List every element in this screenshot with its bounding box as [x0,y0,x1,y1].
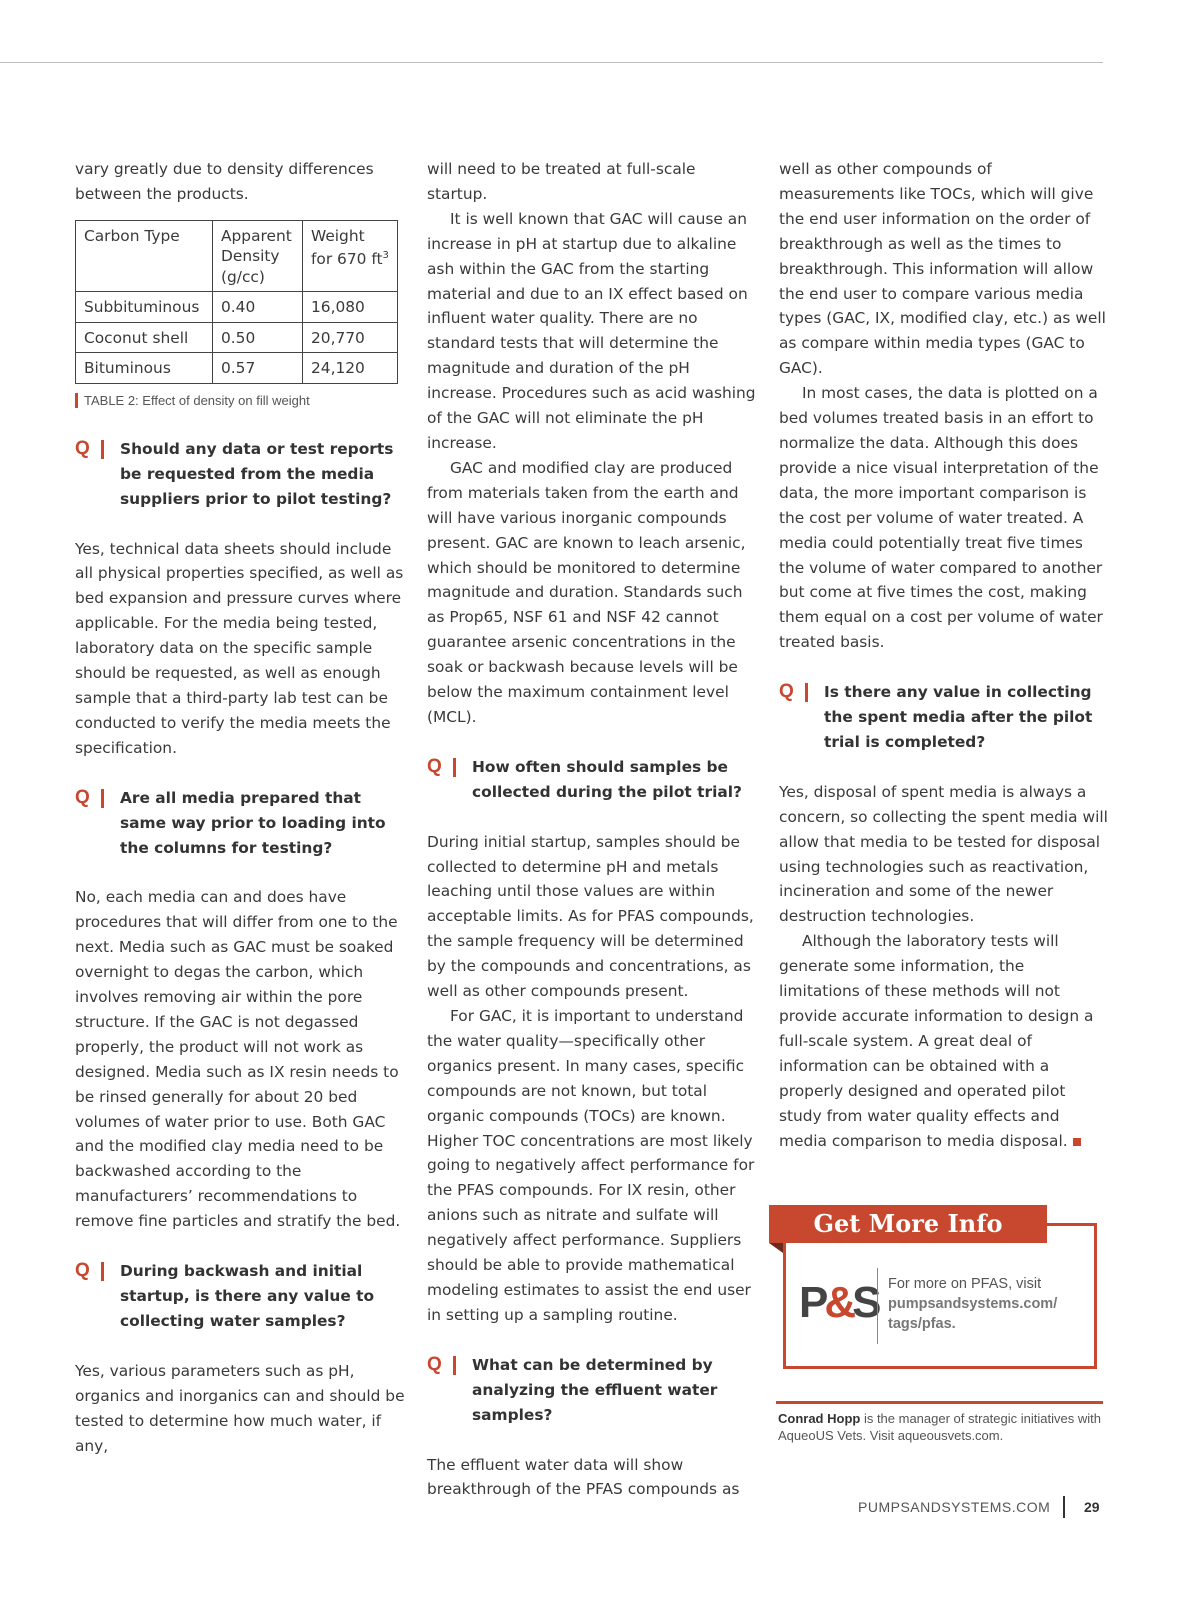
q-marker: Q [779,681,794,703]
answer-paragraph: Yes, technical data sheets should include all physical properties specified, as well as bed expansion and pressure curves where applicable. For the media being tested, laboratory data on the specific sample should be requested, as well as enough sample that a third-party lab test can be conducted to verify the media meets the specification. [75,539,404,757]
table-row [76,322,398,353]
answer-paragraph: The effluent water data will show breakthrough of the PFAS compounds as [427,1455,740,1499]
table-header-row [76,220,398,292]
closing-text: Although the laboratory tests will generate some information, the limitations of these methods will not provide accurate information to design a full-scale system. A great deal of information can be obtained with a properly designed and operated pilot study from water quality effects and media comparison to media disposal. [779,932,1094,1150]
ps-logo [799,1278,878,1328]
body-paragraph: will need to be treated at full-scale startup. [427,160,696,203]
body-paragraph: In most cases, the data is plotted on a bed volumes treated basis in an effort to normalize the data. Although this does provide a nice visual interpretation of the data, the more important comparison is the cost per volume of water treated. A media could potentially treat five times the volume of water compared to another but come at five times the cost, making them equal on a cost per volume of water treated basis. [779,384,1103,652]
question-heading [427,755,757,805]
pfas-link-line1[interactable]: pumpsandsystems.com/ [888,1296,1058,1312]
author-bio [778,1410,1108,1444]
answer-paragraph: Yes, disposal of spent media is always a concern, so collecting the spent media will allow that media to be tested for disposal using technologies such as reactivation, incineration and some of the newer destruction technologies. [779,782,1108,926]
info-lead: For more on PFAS, visit [888,1276,1042,1292]
question-heading [427,1353,757,1428]
info-tab-fold [769,1243,783,1253]
table-caption: TABLE 2: Effect of density on fill weight [75,393,405,408]
author-name: Conrad Hopp [778,1411,861,1426]
q-marker: Q [427,755,442,777]
table-row [76,292,398,323]
q-marker: Q [75,786,90,808]
question-text: Are all media prepared that same way prior to loading into the columns for testing? [120,788,386,857]
column-2 [427,157,757,1502]
author-description: is the manager of strategic initiatives with AqueoUS Vets. Visit aqueousvets.com. [778,1411,1101,1443]
logo-s: S [852,1278,878,1327]
info-text [888,1274,1057,1334]
question-text: Is there any value in collecting the spent media after the pilot trial is completed? [824,683,1093,751]
footer-site: PUMPSANDSYSTEMS.COM [858,1499,1051,1515]
page-number: 29 [1084,1499,1100,1515]
question-text: What can be determined by analyzing the effluent water samples? [472,1355,718,1424]
q-marker: Q [75,437,90,459]
answer-paragraph: During initial startup, samples should be collected to determine pH and metals leaching until those values are within acceptable limits. As for PFAS compounds, the sample frequency will be determined by the compounds and concentrations, as well as other compounds present. [427,832,754,1001]
logo-p: P [799,1278,825,1327]
weight-header-text: Weight for 670 ft [311,226,383,269]
table-header: Carbon Type [76,220,213,292]
question-heading [75,437,405,512]
density-table [75,220,398,384]
question-heading [779,680,1109,755]
table-row [76,353,398,384]
table-cell: Bituminous [76,353,213,384]
logo-ampersand: & [824,1278,853,1327]
pfas-link-line2[interactable]: tags/pfas. [888,1316,956,1332]
table-cell: 24,120 [303,353,398,384]
body-paragraph: It is well known that GAC will cause an increase in pH at startup due to alkaline ash within the GAC from the starting material and due to an IX effect based on influent water quality. There are no standard tests that will determine the magnitude and duration of the pH increase. Procedures such as acid washing of the GAC will not eliminate the pH increase. [427,209,756,452]
table-cell: 20,770 [303,322,398,353]
table-header [303,220,398,292]
author-rule [776,1401,1103,1404]
question-text: Should any data or test reports be requested from the media suppliers prior to pilot testing? [120,439,394,508]
column-3 [779,157,1109,1153]
table-cell: 0.50 [213,322,303,353]
question-text: During backwash and initial startup, is there any value to collecting water samples? [120,1262,375,1330]
body-paragraph [779,929,1109,1153]
q-bar [453,758,456,777]
answer-paragraph: Yes, various parameters such as pH, organics and inorganics can and should be tested to determine how much water, if any, [75,1361,405,1455]
question-heading [75,1259,405,1334]
table-cell: Subbituminous [76,292,213,323]
body-paragraph: For GAC, it is important to understand the water quality—specifically other organics present. In many cases, specific compounds are not known, but total organic compounds (TOCs) are known. Higher TOC concentrations are most likely going to negatively affect performance for the PFAS compounds. For IX resin, other anions such as nitrate and sulfate will negatively affect performance. Suppliers should be able to provide mathematical modeling estimates to assist the end user in setting up a sampling routine. [427,1007,755,1324]
question-heading [75,786,405,861]
end-mark-icon [1073,1138,1081,1146]
q-bar [101,789,104,808]
table-cell: 0.57 [213,353,303,384]
table-cell: Coconut shell [76,322,213,353]
body-paragraph: well as other compounds of measurements like TOCs, which will give the end user information on the order of breakthrough as well as the times to breakthrough. This information will allow the end user to compare various media types (GAC, IX, modified clay, etc.) as well as compare within media types (GAC to GAC). [779,160,1106,378]
top-rule [0,62,1103,63]
table-cell: 16,080 [303,292,398,323]
pfas-link[interactable] [888,1294,1057,1334]
body-paragraph: GAC and modified clay are produced from materials taken from the earth and will have various inorganic compounds present. GAC are known to leach arsenic, which should be monitored to determine magnitude and duration. Standards such as Prop65, NSF 61 and NSF 42 cannot guarantee arsenic concentrations in the soak or backwash because levels will be below the maximum containment level (MCL). [427,458,746,726]
q-marker: Q [427,1353,442,1375]
q-marker: Q [75,1260,90,1282]
q-bar [101,440,104,459]
table-cell: 0.40 [213,292,303,323]
footer-divider [1063,1496,1065,1518]
answer-paragraph: No, each media can and does have procedures that will differ from one to the next. Media such as GAC must be soaked overnight to degas the carbon, which involves removing air within the pore structure. If the GAC is not degassed properly, the product will not work as designed. Media such as IX resin needs to be rinsed generally for about 20 bed volumes of water prior to use. Both GAC and the modified clay media need to be backwashed according to the manufacturers’ recommendations to remove fine particles and stratify the bed. [75,888,401,1231]
weight-header-superscript: 3 [382,250,389,262]
q-bar [805,683,808,702]
table-header: Apparent Density (g/cc) [213,220,303,292]
q-bar [101,1262,104,1281]
col1-intro: vary greatly due to density differences between the products. [75,160,374,203]
info-title: Get More Info [769,1205,1047,1243]
q-bar [453,1356,456,1375]
column-1 [75,157,405,1458]
question-text: How often should samples be collected during the pilot trial? [472,757,742,801]
info-divider [877,1268,878,1344]
